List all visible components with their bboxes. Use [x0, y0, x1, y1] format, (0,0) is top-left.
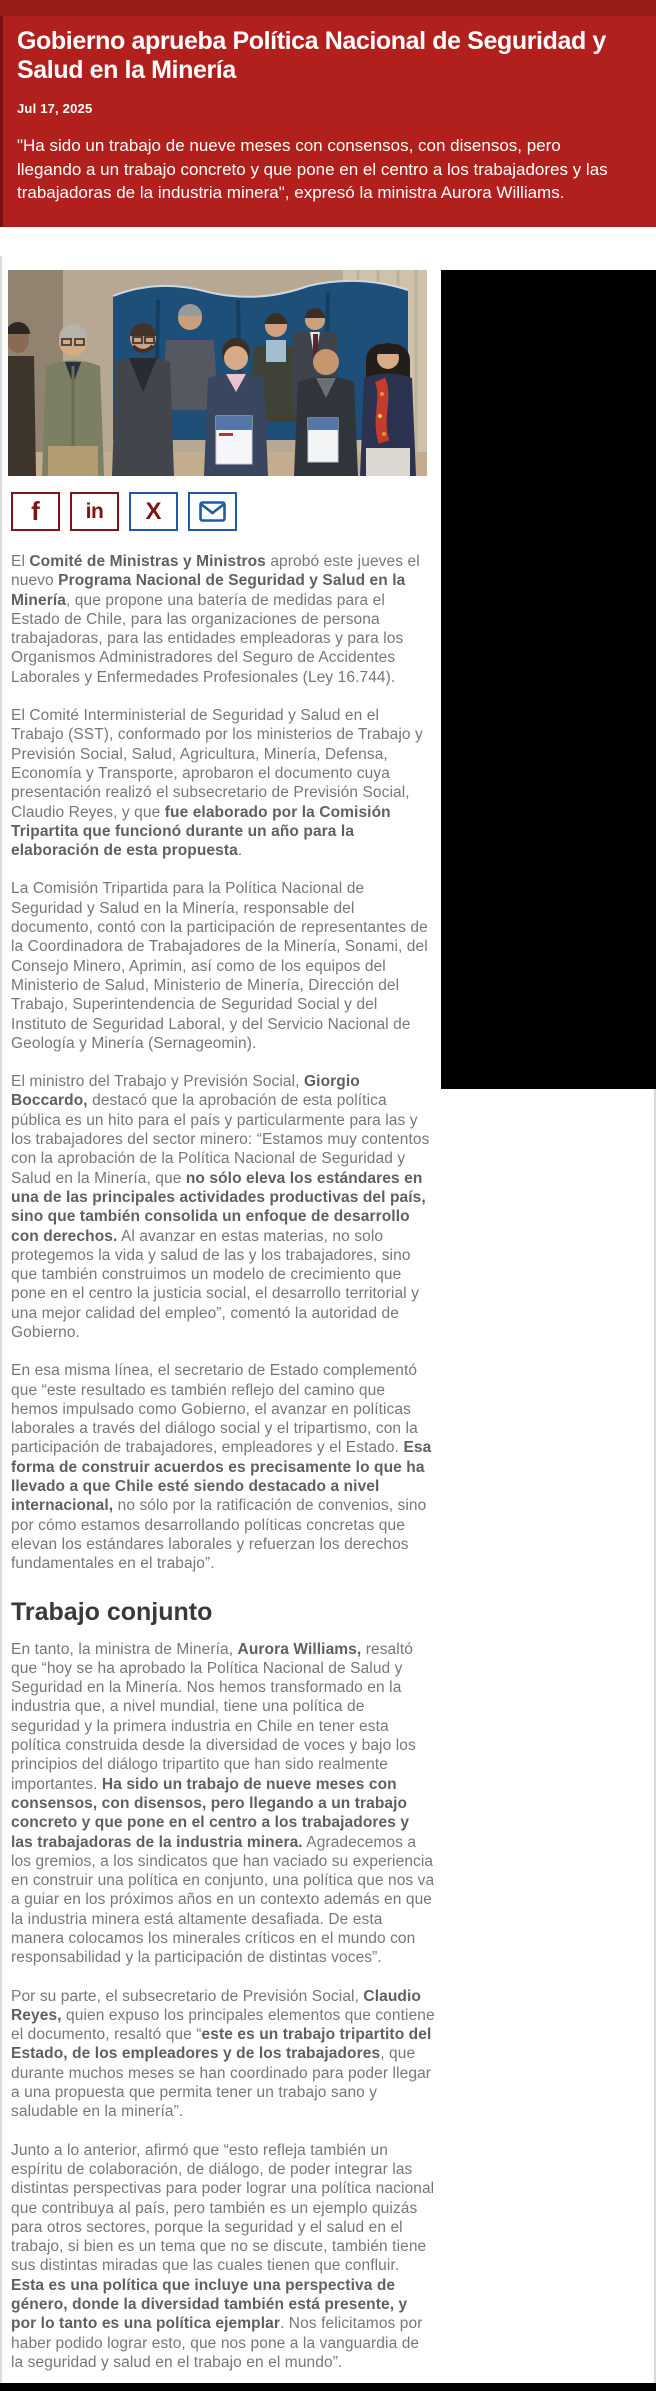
article-paragraph: Junto a lo anterior, afirmó que “esto refleja también un espíritu de colaboración, de diálogo, de poder integrar las distintas perspectivas para poder lograr una política nacional que contribuya al país, pero también es un ejemplo quizás para otros sectores, porque la seguridad y el salud en el trabajo, si bien es un tema que no se discute, también tiene sus distintas miradas que las cuales tienen que confluir. Esta es una política que incluye una perspectiva de género, donde la diversidad también está presente, y por lo tanto es una política ejemplar. Nos felicitamos por haber podido lograr esto, que nos pone a la vanguardia de la seguridad y salud en el trabajo en el mundo”.	[11, 2141, 435, 2371]
email-icon	[199, 501, 226, 522]
x-share-button[interactable]	[129, 492, 178, 531]
media-embed-placeholder[interactable]	[441, 270, 656, 1089]
section-heading: Trabajo conjunto	[11, 1597, 213, 1626]
facebook-icon: f	[31, 496, 40, 526]
top-strip	[0, 0, 656, 16]
article-date: Jul 17, 2025	[17, 101, 93, 116]
person-red-scarf-woman	[360, 343, 416, 476]
article-paragraph: El Comité de Ministras y Ministros aprobó este jueves el nuevo Programa Nacional de Seguridad y Salud en la Minería, que propone una batería de medidas para el Estado de Chile, para las organizaciones de persona trabajadoras, para las entidades empleadoras y para los Organismos Administradores del Seguro de Accidentes Laborales y Enfermedades Profesionales (Ley 16.744).	[11, 553, 420, 686]
article-header	[0, 16, 656, 227]
group-photo-illustration	[8, 270, 427, 476]
article-paragraph: En esa misma línea, el secretario de Estado complementó que “este resultado es también reflejo del camino que hemos impulsado como Gobierno, el avanzar en políticas laborales a través del diálogo social y el tripartismo, con la participación de trabajadores, empleadores y el Estado. Esa forma de construir acuerdos es precisamente lo que ha llevado a que Chile esté siendo destacado a nivel internacional, no sólo por la ratificación de convenios, sino por cómo estamos desarrollando políticas concretas que elevan los estándares laborales y refuerzan los derechos fundamentales en el trabajo”.	[11, 1362, 432, 1573]
article-paragraph: El Comité Interministerial de Seguridad y Salud en el Trabajo (SST), conformado por los ministerios de Trabajo y Previsión Social, Salud, Agricultura, Minería, Defensa, Economía y Transporte, aprobaron el documento cuya presentación realizó el subsecretario de Previsión Social, Claudio Reyes, y que fue elaborado por la Comisión Tripartita que funcionó durante un año para la elaboración de esta propuesta.	[11, 707, 423, 860]
article-paragraph: El ministro del Trabajo y Previsión Social, Giorgio Boccardo, destacó que la aprobación de esta política pública es un hito para el país y particularmente para las y los trabajadores del sector minero: “Estamos muy contentos con la aprobación de la Política Nacional de Seguridad y Salud en la Minería, que no sólo eleva los estándares en una de las principales actividades productivas del país, sino que también consolida un enfoque de desarrollo con derechos. Al avanzar en estas materias, no solo protegemos la vida y salud de las y los trabajadores, sino que también construimos un modelo de crecimiento que pone en el centro la justicia social, el desarrollo territorial y una mejor calidad del empleo”, comentó la autoridad de Gobierno.	[11, 1073, 430, 1341]
bottom-bar	[0, 2383, 656, 2391]
x-icon: X	[145, 497, 162, 525]
article-paragraph: En tanto, la ministra de Minería, Aurora Williams, resaltó que “hoy se ha aprobado la Política Nacional de Salud y Seguridad en la Minería. Nos hemos transformado en la industria que, a nivel mundial, tiene una política de seguridad y la primera industria en Chile en tener esta política construida desde la diversidad de voces y bajo los principios del diálogo tripartito que han sido realmente importantes. Ha sido un trabajo de nueve meses con consensos, con disensos, pero llegando a un trabajo concreto y que pone en el centro a los trabajadores y las trabajadoras de la industria minera. Agradecemos a los gremios, a los sindicatos que han vaciado su experiencia en construir una política en conjunto, una política que nos va a guiar en los próximos años en un contexto además en que la industria minera está altamente desafiada. De esta manera colocamos los minerales críticos en el mundo con responsabilidad y la participación de distintas voces”.	[11, 1640, 435, 1967]
article-photo	[8, 270, 427, 476]
article-paragraph: Por su parte, el subsecretario de Previsión Social, Claudio Reyes, quien expuso los principales elementos que contiene el documento, resaltó que “este es un trabajo tripartito del Estado, de los empleadores y de los trabajadores, que durante muchos meses se han coordinado para poder llegar a una propuesta que permita tener un trabajo sano y saludable en la minería”.	[11, 1987, 435, 2121]
email-share-button[interactable]	[188, 492, 237, 531]
linkedin-icon: in	[85, 499, 104, 523]
left-border-line	[0, 256, 2, 2383]
linkedin-share-button[interactable]	[70, 492, 119, 531]
article-body	[11, 552, 435, 2391]
article-lead-quote: "Ha sido un trabajo de nueve meses con consensos, con disensos, pero llegando a un trabajo concreto y que pone en el centro a los trabajadores y las trabajadoras de la industria minera", expresó la ministra Aurora Williams.	[17, 136, 608, 202]
page-title: Gobierno aprueba Política Nacional de Seguridad y Salud en la Minería	[17, 27, 606, 84]
share-buttons	[11, 492, 237, 531]
article-paragraph: La Comisión Tripartida para la Política Nacional de Seguridad y Salud en la Minería, responsable del documento, contó con la participación de representantes de la Coordinadora de Trabajadores de la Minería, Sonami, del Consejo Minero, Aprimin, así como de los equipos del Ministerio de Salud, Ministerio de Minería, Dirección del Trabajo, Superintendencia de Seguridad Social y del Instituto de Seguridad Laboral, y del Servicio Nacional de Geología y Minería (Sernageomin).	[11, 880, 428, 1052]
facebook-share-button[interactable]	[11, 492, 60, 531]
